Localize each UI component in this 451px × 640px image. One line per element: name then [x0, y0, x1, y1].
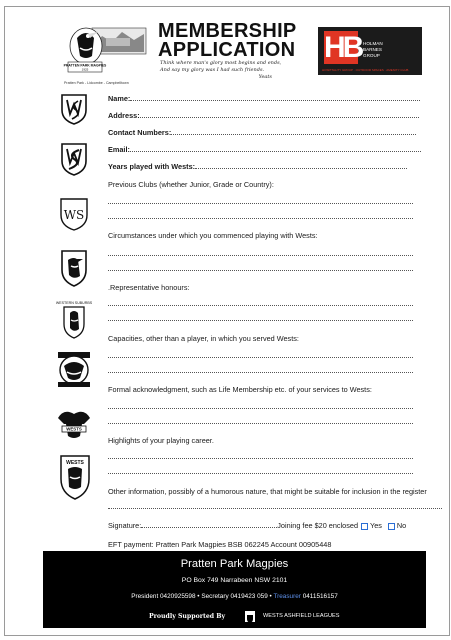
previous-clubs-line-2[interactable] [108, 218, 413, 219]
svg-text:WESTS: WESTS [66, 426, 82, 432]
president-contact: President 0420925598 • [131, 593, 200, 600]
footer-club-name: Pratten Park Magpies [180, 558, 289, 570]
signature-line[interactable] [141, 522, 277, 528]
svg-text:WESTS: WESTS [66, 460, 84, 466]
secretary-contact: Secretary 0419423 059 • [201, 593, 272, 600]
quote-line2: And say my glory was I had such friends. [160, 66, 265, 73]
previous-clubs-line-1[interactable] [108, 203, 413, 204]
club-subtitle: Pratten Park - Lidcombe - Campbelltown [64, 81, 129, 85]
highlights-line-1[interactable] [108, 458, 413, 459]
supporter-league-name: WESTS ASHFIELD LEAGUES [263, 613, 340, 619]
representative-honours-line-2[interactable] [108, 320, 413, 321]
eft-payment-details: EFT payment: Pratten Park Magpies BSB 062245 Account 00905448 [108, 540, 332, 549]
joining-fee-text: Joining fee $20 enclosed [277, 521, 358, 530]
previous-clubs-question: Previous Clubs (whether Junior, Grade or Country): [108, 180, 274, 189]
footer-address: PO Box 749 Narrabeen NSW 2101 [181, 577, 288, 584]
signature-label: Signature: [108, 521, 142, 530]
yes-checkbox[interactable] [361, 523, 368, 530]
other-information-line[interactable] [108, 508, 442, 509]
club-logo [62, 22, 150, 80]
address-label: Address: [108, 111, 140, 120]
supporter-icon [245, 611, 255, 622]
wests-magpies-shield-logo [56, 453, 94, 501]
quote-attribution: Yeats [258, 73, 272, 80]
sponsor-logo [318, 27, 422, 75]
capacities-line-1[interactable] [108, 357, 413, 358]
email-field[interactable] [108, 145, 421, 154]
sponsor-tagline: HOSPITALITY GROUP · OUTDOOR SPACES · AMENITY CLUB [322, 68, 409, 72]
western-suburbs-logo [56, 298, 92, 340]
treasurer-label: Treasurer [273, 593, 301, 600]
name-field[interactable] [108, 94, 420, 103]
sponsor-name-2: BARNES [363, 46, 382, 52]
address-field[interactable] [108, 111, 419, 120]
ws-shield-logo [56, 196, 92, 232]
magpie-shield-logo [56, 248, 92, 288]
wests-magpie-logo [54, 404, 94, 444]
page-title-line2: APPLICATION [158, 39, 296, 61]
formal-acknowledgment-question: Formal acknowledgment, such as Life Membership etc. of your services to Wests: [108, 385, 372, 394]
signature-row [108, 521, 406, 530]
years-played-label: Years played with Wests: [108, 162, 196, 171]
contact-numbers-field[interactable] [108, 128, 416, 137]
email-label: Email: [108, 145, 130, 154]
footer-banner [43, 551, 426, 628]
representative-honours-line-1[interactable] [108, 305, 413, 306]
svg-text:WESTERN SUBURBS: WESTERN SUBURBS [56, 301, 92, 305]
circumstances-line-2[interactable] [108, 270, 413, 271]
other-information-question: Other information, possibly of a humorous nature, that might be suitable for inclusion in the register [108, 487, 427, 496]
club-logo-year: 1925 [81, 67, 89, 72]
magpie-badge-logo [52, 348, 96, 388]
sponsor-name-3: GROUP [363, 52, 380, 58]
capacities-question: Capacities, other than a player, in which you served Wests: [108, 334, 299, 343]
representative-honours-question: .Representative honours: [108, 283, 190, 292]
formal-acknowledgment-line-1[interactable] [108, 408, 413, 409]
capacities-line-2[interactable] [108, 372, 413, 373]
quote-line1: Think where man's glory most begins and ends, [160, 60, 282, 66]
quote [160, 60, 310, 80]
highlights-question: Highlights of your playing career. [108, 436, 214, 445]
circumstances-line-1[interactable] [108, 255, 413, 256]
sponsor-mark: HB [324, 31, 362, 64]
sponsor-name-1: HOLMAN [363, 41, 383, 46]
highlights-line-2[interactable] [108, 473, 413, 474]
yes-label: Yes [370, 521, 382, 530]
no-checkbox[interactable] [388, 523, 395, 530]
formal-acknowledgment-line-2[interactable] [108, 423, 413, 424]
page-title-line1: MEMBERSHIP [158, 20, 297, 42]
no-label: No [396, 521, 407, 530]
circumstances-question: Circumstances under which you commenced playing with Wests: [108, 231, 318, 240]
sponsor-name [363, 41, 383, 59]
footer-contacts [43, 593, 426, 600]
contact-numbers-label: Contact Numbers: [108, 128, 172, 137]
years-played-field[interactable] [108, 162, 407, 171]
ws-monogram-logo-1 [56, 92, 92, 126]
treasurer-phone: 0411516157 [302, 593, 338, 600]
svg-text:WS: WS [63, 208, 85, 222]
ws-monogram-logo-2 [56, 141, 92, 177]
supported-by-text: Proudly Supported By [149, 613, 226, 620]
club-logo-text: PRATTEN PARK MAGPIES [63, 63, 107, 68]
name-label: Name: [108, 94, 131, 103]
